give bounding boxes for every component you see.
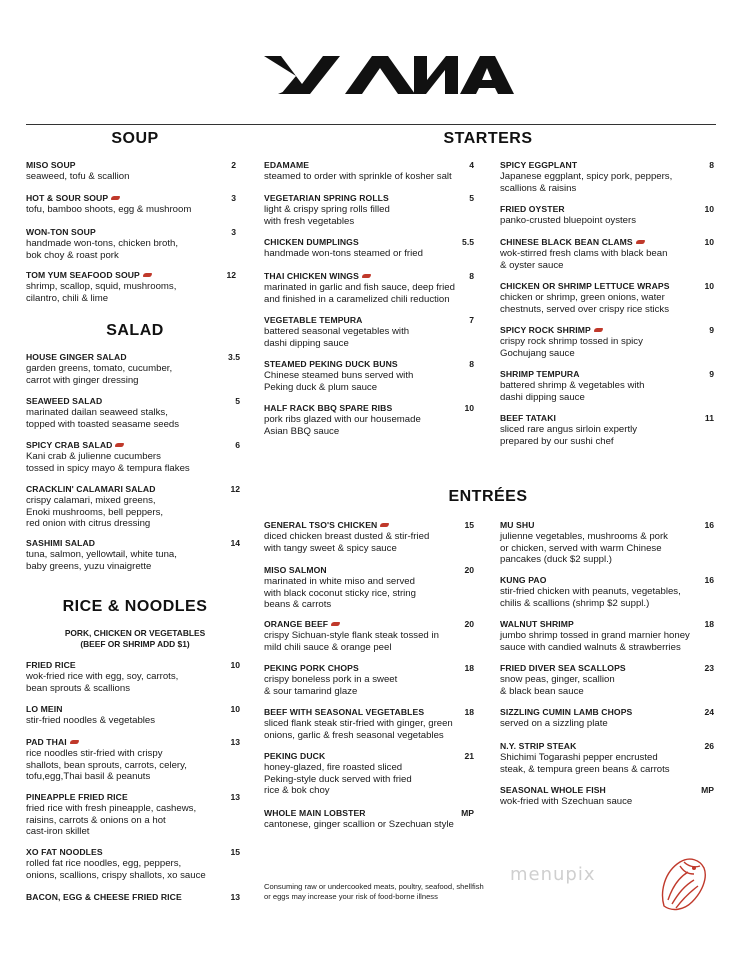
menu-item-name <box>26 270 236 281</box>
menu-item-n-y-strip-steak <box>500 741 714 775</box>
menu-item-name-text: EDAMAME <box>264 160 310 170</box>
menu-item-vegetarian-spring-rolls <box>264 193 474 227</box>
menu-item-description: sliced flank steak stir-fried with ginger, green <box>264 718 453 730</box>
menu-item-name-text: STEAMED PEKING DUCK BUNS <box>264 359 398 369</box>
menu-item-description: prepared by our sushi chef <box>500 435 614 447</box>
menu-item-price: 9 <box>709 325 714 335</box>
menu-item-spicy-rock-shrimp <box>500 325 714 359</box>
menu-item-name <box>26 484 240 495</box>
menu-item-name <box>500 160 714 171</box>
menu-item-name-text: PINEAPPLE FRIED RICE <box>26 792 128 802</box>
menu-item-name-text: LO MEIN <box>26 704 63 714</box>
menu-item-name-text: GENERAL TSO'S CHICKEN <box>264 520 378 530</box>
menu-item-description: Kani crab & julienne cucumbers <box>26 451 161 463</box>
menu-item-price: 7 <box>469 315 474 325</box>
menu-item-cracklin-calamari-salad <box>26 484 240 530</box>
menu-item-name <box>264 751 474 762</box>
menu-item-name-text: VEGETABLE TEMPURA <box>264 315 363 325</box>
menu-item-description: battered seasonal vegetables with <box>264 326 410 338</box>
menu-item-edamame <box>264 160 474 183</box>
chili-pepper-icon <box>111 196 120 200</box>
menu-item-price: 20 <box>464 619 474 629</box>
menu-item-description: with tangy sweet & spicy sauce <box>264 542 397 554</box>
menu-item-description: stir-fried chicken with peanuts, vegetables, <box>500 586 681 598</box>
menu-item-description: tofu, bamboo shoots, egg & mushroom <box>26 204 192 216</box>
menu-item-chinese-black-bean-clams <box>500 237 714 271</box>
menu-item-description: tofu,egg,Thai basil & peanuts <box>26 771 151 783</box>
menu-item-price: 14 <box>230 538 240 548</box>
menu-item-description: crispy rock shrimp tossed in spicy <box>500 336 643 348</box>
soup-heading: SOUP <box>111 130 159 147</box>
menu-item-thai-chicken-wings <box>264 271 474 305</box>
menu-item-description: wok-stirred fresh clams with black bean <box>500 248 668 260</box>
menu-item-description: wok-fried with Szechuan sauce <box>500 796 633 808</box>
menu-item-price: 13 <box>230 792 240 802</box>
menu-item-price: 18 <box>704 619 714 629</box>
rice-subtitle-line2: (BEEF OR SHRIMP ADD $1) <box>80 639 190 649</box>
menu-item-pineapple-fried-rice <box>26 792 240 838</box>
menu-item-fried-rice <box>26 660 240 694</box>
menu-item-name-text: PEKING PORK CHOPS <box>264 663 359 673</box>
menu-item-description: handmade won-tons, chicken broth, <box>26 238 178 250</box>
menu-item-price: 10 <box>704 204 714 214</box>
menu-item-description: steamed to order with sprinkle of kosher salt <box>264 171 452 183</box>
rice-subtitle-line1: PORK, CHICKEN OR VEGETABLES <box>64 628 206 638</box>
menu-item-name <box>264 237 474 248</box>
chili-pepper-icon <box>331 622 340 626</box>
top-divider <box>26 124 716 125</box>
menu-item-name-text: PEKING DUCK <box>264 751 326 761</box>
menu-item-price: 3 <box>231 227 236 237</box>
menu-item-name-text: VEGETARIAN SPRING ROLLS <box>264 193 389 203</box>
menu-item-fried-oyster <box>500 204 714 227</box>
menu-item-name <box>500 663 714 674</box>
menu-item-description: baby greens, yuzu vinaigrette <box>26 560 152 572</box>
menu-item-orange-beef <box>264 619 474 653</box>
menu-item-price: 5 <box>469 193 474 203</box>
menu-item-name-text: BACON, EGG & CHEESE FRIED RICE <box>26 892 182 902</box>
menu-item-name <box>500 575 714 586</box>
menu-item-price: 15 <box>230 847 240 857</box>
menu-item-name <box>500 413 714 424</box>
menu-item-xo-fat-noodles <box>26 847 240 881</box>
menu-item-description: cilantro, chili & lime <box>26 292 109 304</box>
menu-item-name-text: TOM YUM SEAFOOD SOUP <box>26 270 140 280</box>
menu-item-description: rice & bok choy <box>264 785 330 797</box>
menu-item-price: 2 <box>231 160 236 170</box>
menu-item-description: served on a sizzling plate <box>500 718 608 730</box>
menu-item-name <box>26 847 240 858</box>
notice-line1: Consuming raw or undercooked meats, poultry, seafood, shellfish <box>264 882 484 891</box>
menu-item-name <box>500 237 714 248</box>
menu-item-hot-sour-soup <box>26 193 236 216</box>
menu-item-price: 10 <box>464 403 474 413</box>
menu-item-description: Asian BBQ sauce <box>264 425 340 437</box>
menu-item-seasonal-whole-fish <box>500 785 714 808</box>
menu-item-mu-shu <box>500 520 714 566</box>
menu-item-house-ginger-salad <box>26 352 240 386</box>
menu-item-peking-pork-chops <box>264 663 474 697</box>
menu-item-price: MP <box>701 785 714 795</box>
menu-item-name <box>264 271 474 282</box>
menu-item-miso-salmon <box>264 565 474 611</box>
menu-item-name-text: HOUSE GINGER SALAD <box>26 352 127 362</box>
menu-item-description: Gochujang sauce <box>500 347 575 359</box>
menu-item-description: battered shrimp & vegetables with <box>500 380 645 392</box>
menu-item-name <box>26 440 240 451</box>
menu-item-price: 8 <box>709 160 714 170</box>
chili-pepper-icon <box>594 328 603 332</box>
menu-item-price: 18 <box>464 663 474 673</box>
chili-pepper-icon <box>70 740 79 744</box>
menu-item-name-text: FRIED DIVER SEA SCALLOPS <box>500 663 626 673</box>
menu-item-name-text: CHICKEN OR SHRIMP LETTUCE WRAPS <box>500 281 670 291</box>
menu-item-description: Japanese eggplant, spicy pork, peppers, <box>500 171 673 183</box>
menu-item-description: garden greens, tomato, cucumber, <box>26 363 173 375</box>
menu-item-name <box>26 704 240 715</box>
menu-item-price: 13 <box>230 892 240 902</box>
chili-pepper-icon <box>362 274 371 278</box>
menu-item-price: 10 <box>704 281 714 291</box>
menu-item-name <box>500 369 714 380</box>
menu-item-name-text: KUNG PAO <box>500 575 547 585</box>
menu-item-spicy-crab-salad <box>26 440 240 474</box>
menu-item-description: beans & carrots <box>264 599 332 611</box>
menu-item-price: 23 <box>704 663 714 673</box>
menu-item-description: light & crispy spring rolls filled <box>264 204 390 216</box>
menu-item-name-text: HOT & SOUR SOUP <box>26 193 109 203</box>
menu-item-description: onions, scallions, crispy shallots, xo sauce <box>26 869 206 881</box>
menu-item-name <box>500 325 714 336</box>
menu-item-name <box>26 396 240 407</box>
menu-item-description: dashi dipping sauce <box>500 391 585 403</box>
menu-item-description: honey-glazed, fire roasted sliced <box>264 762 403 774</box>
menu-item-name-text: ORANGE BEEF <box>264 619 329 629</box>
menu-item-chicken-dumplings <box>264 237 474 260</box>
menu-item-price: 16 <box>704 520 714 530</box>
menu-item-name <box>500 707 714 718</box>
menu-item-price: 20 <box>464 565 474 575</box>
menu-item-walnut-shrimp <box>500 619 714 653</box>
menu-item-general-tso-s-chicken <box>264 520 474 554</box>
menu-item-name-text: FRIED OYSTER <box>500 204 565 214</box>
menu-item-description: wok-fried rice with egg, soy, carrots, <box>26 671 179 683</box>
menu-item-description: marinated in white miso and served <box>264 576 415 588</box>
menu-item-name-text: SPICY EGGPLANT <box>500 160 578 170</box>
rice-heading: RICE & NOODLES <box>62 598 208 615</box>
koi-fish-icon <box>654 852 712 916</box>
menu-item-name <box>264 520 474 531</box>
menu-item-description: cast-iron skillet <box>26 826 90 838</box>
menu-item-peking-duck <box>264 751 474 797</box>
menu-item-name <box>264 160 474 171</box>
menu-item-shrimp-tempura <box>500 369 714 403</box>
menu-item-price: 5 <box>235 396 240 406</box>
menu-item-name <box>26 193 236 204</box>
menu-item-name-text: SHRIMP TEMPURA <box>500 369 580 379</box>
menu-item-pad-thai <box>26 737 240 783</box>
menu-item-name <box>26 892 240 903</box>
menu-item-name-text: CHICKEN DUMPLINGS <box>264 237 359 247</box>
salad-heading: SALAD <box>106 322 164 339</box>
menu-item-price: 12 <box>230 484 240 494</box>
menu-item-name <box>26 660 240 671</box>
menu-item-name-text: SPICY ROCK SHRIMP <box>500 325 591 335</box>
menu-item-won-ton-soup <box>26 227 236 261</box>
menu-item-name-text: THAI CHICKEN WINGS <box>264 271 359 281</box>
menu-item-description: Peking duck & plum sauce <box>264 381 378 393</box>
food-safety-notice <box>264 882 524 901</box>
menu-item-name <box>264 808 474 819</box>
menu-item-name-text: SEAWEED SALAD <box>26 396 103 406</box>
menu-item-description: shallots, bean sprouts, carrots, celery, <box>26 759 187 771</box>
menu-item-description: red onion with citrus dressing <box>26 518 151 530</box>
menu-item-name-text: SPICY CRAB SALAD <box>26 440 113 450</box>
menu-item-price: 18 <box>464 707 474 717</box>
menu-item-name-text: WON-TON SOUP <box>26 227 96 237</box>
menu-item-name-text: WALNUT SHRIMP <box>500 619 574 629</box>
menu-item-name-text: MU SHU <box>500 520 535 530</box>
menu-item-description: & oyster sauce <box>500 259 564 271</box>
menu-item-name <box>264 359 474 370</box>
menu-item-price: 12 <box>226 270 236 280</box>
menu-item-name <box>264 619 474 630</box>
menu-item-name-text: WHOLE MAIN LOBSTER <box>264 808 366 818</box>
starters-heading: STARTERS <box>443 130 533 147</box>
menu-item-description: onions, garlic & fresh seasonal vegetables <box>264 729 444 741</box>
menu-item-description: rice noodles stir-fried with crispy <box>26 748 163 760</box>
menu-item-price: 13 <box>230 737 240 747</box>
menu-item-description: pork ribs glazed with our housemade <box>264 414 421 426</box>
menu-item-price: 16 <box>704 575 714 585</box>
menu-item-sashimi-salad <box>26 538 240 572</box>
menu-item-description: raisins, carrots & onions on a hot <box>26 814 166 826</box>
menu-item-description: pancakes (duck $2 suppl.) <box>500 554 612 566</box>
menu-item-description: sauce with candied walnuts & strawberries <box>500 641 681 653</box>
menu-item-description: chicken or shrimp, green onions, water <box>500 292 665 304</box>
menu-item-description: sliced rare angus sirloin expertly <box>500 424 638 436</box>
menu-item-name <box>500 785 714 796</box>
menu-item-description: cantonese, ginger scallion or Szechuan style <box>264 819 454 831</box>
menu-item-price: 10 <box>230 704 240 714</box>
menu-item-description: marinated in garlic and fish sauce, deep fried <box>264 282 455 294</box>
chili-pepper-icon <box>143 273 152 277</box>
menu-item-description: and finished in a caramelized chili reduction <box>264 293 450 305</box>
menu-item-chicken-or-shrimp-lettuce-wraps <box>500 281 714 315</box>
menu-item-description: Shichimi Togarashi pepper encrusted <box>500 752 658 764</box>
menu-item-sizzling-cumin-lamb-chops <box>500 707 714 730</box>
menu-item-description: fried rice with fresh pineapple, cashews, <box>26 803 197 815</box>
menu-item-name <box>26 538 240 549</box>
menu-item-miso-soup <box>26 160 236 183</box>
chili-pepper-icon <box>636 240 645 244</box>
entrees-heading: ENTRÉES <box>448 488 528 505</box>
menu-item-vegetable-tempura <box>264 315 474 349</box>
menu-item-price: 3.5 <box>228 352 240 362</box>
menu-item-price: 8 <box>469 359 474 369</box>
menu-item-description: shrimp, scallop, squid, mushrooms, <box>26 281 177 293</box>
menu-item-name <box>500 204 714 215</box>
menu-item-price: 21 <box>464 751 474 761</box>
menu-item-price: 11 <box>704 413 714 423</box>
menu-item-price: 10 <box>230 660 240 670</box>
menu-item-description: mild chili sauce & orange peel <box>264 641 392 653</box>
rice-subtitle <box>26 628 244 650</box>
menu-item-description: bok choy & roast pork <box>26 249 119 261</box>
menu-item-name-text: PAD THAI <box>26 737 67 747</box>
menu-item-description: chestnuts, served over crispy rice sticks <box>500 303 670 315</box>
menu-item-description: with black coconut sticky rice, string <box>264 587 416 599</box>
menu-item-description: steak, & tempura green beans & carrots <box>500 763 670 775</box>
menu-item-description: chilis & scallions (shrimp $2 suppl.) <box>500 597 650 609</box>
menu-item-seaweed-salad <box>26 396 240 430</box>
menu-item-half-rack-bbq-spare-ribs <box>264 403 474 437</box>
menu-item-name-text: FRIED RICE <box>26 660 76 670</box>
menu-item-beef-with-seasonal-vegetables <box>264 707 474 741</box>
menu-item-description: seaweed, tofu & scallion <box>26 171 130 183</box>
menu-item-name <box>264 193 474 204</box>
menu-item-steamed-peking-duck-buns <box>264 359 474 393</box>
menu-item-price: 6 <box>235 440 240 450</box>
menu-item-name-text: SEASONAL WHOLE FISH <box>500 785 606 795</box>
menu-item-description: Chinese steamed buns served with <box>264 370 414 382</box>
menu-item-name <box>500 741 714 752</box>
menu-item-price: 5.5 <box>462 237 474 247</box>
menu-item-name-text: HALF RACK BBQ SPARE RIBS <box>264 403 393 413</box>
menu-item-description: & black bean sauce <box>500 685 584 697</box>
menu-item-description: stir-fried noodles & vegetables <box>26 715 156 727</box>
menu-item-price: 3 <box>231 193 236 203</box>
menu-item-description: tossed in spicy mayo & tempura flakes <box>26 462 190 474</box>
menu-item-name-text: BEEF TATAKI <box>500 413 556 423</box>
menu-item-fried-diver-sea-scallops <box>500 663 714 697</box>
menu-item-kung-pao <box>500 575 714 609</box>
menu-item-name <box>26 737 240 748</box>
menu-item-name <box>264 315 474 326</box>
menu-item-name <box>26 227 236 238</box>
menu-item-beef-tataki <box>500 413 714 447</box>
menu-item-name <box>264 707 474 718</box>
menu-item-price: 4 <box>469 160 474 170</box>
menu-item-description: tuna, salmon, yellowtail, white tuna, <box>26 549 177 561</box>
menu-item-name <box>264 663 474 674</box>
menu-item-description: snow peas, ginger, scallion <box>500 674 615 686</box>
menu-item-name-text: N.Y. STRIP STEAK <box>500 741 577 751</box>
menu-item-name-text: CRACKLIN' CALAMARI SALAD <box>26 484 156 494</box>
menu-item-price: 8 <box>469 271 474 281</box>
menu-item-name <box>26 160 236 171</box>
menu-item-description: carrot with ginger dressing <box>26 374 139 386</box>
menu-item-description: Enoki mushrooms, bell peppers, <box>26 506 164 518</box>
menu-item-description: with fresh vegetables <box>264 215 355 227</box>
menu-item-price: 10 <box>704 237 714 247</box>
menu-item-spicy-eggplant <box>500 160 714 194</box>
menu-item-name <box>500 281 714 292</box>
menu-item-name <box>26 352 240 363</box>
menu-item-name-text: SASHIMI SALAD <box>26 538 96 548</box>
menu-item-price: 9 <box>709 369 714 379</box>
menupix-watermark: menupix <box>510 864 596 885</box>
menu-item-name-text: BEEF WITH SEASONAL VEGETABLES <box>264 707 425 717</box>
menu-item-description: crispy calamari, mixed greens, <box>26 495 156 507</box>
menu-item-tom-yum-seafood-soup <box>26 270 236 304</box>
menu-item-whole-main-lobster <box>264 808 474 831</box>
menu-item-name-text: XO FAT NOODLES <box>26 847 103 857</box>
menu-item-price: 26 <box>704 741 714 751</box>
menu-item-description: Peking-style duck served with fried <box>264 773 412 785</box>
menu-item-description: dashi dipping sauce <box>264 337 349 349</box>
menu-item-name-text: MISO SALMON <box>264 565 327 575</box>
menu-item-lo-mein <box>26 704 240 727</box>
chili-pepper-icon <box>115 443 124 447</box>
menu-item-description: bean sprouts & scallions <box>26 682 130 694</box>
menu-item-price: MP <box>461 808 474 818</box>
menu-item-name <box>26 792 240 803</box>
menu-item-name <box>264 403 474 414</box>
menu-item-name <box>500 619 714 630</box>
chili-pepper-icon <box>380 523 389 527</box>
menu-item-name-text: CHINESE BLACK BEAN CLAMS <box>500 237 633 247</box>
menu-item-description: panko-crusted bluepoint oysters <box>500 215 636 227</box>
menu-item-description: handmade won-tons steamed or fried <box>264 248 423 260</box>
menu-item-description: jumbo shrimp tossed in grand marnier honey <box>500 630 690 642</box>
menu-item-description: scallions & raisins <box>500 182 577 194</box>
xina-logo <box>0 50 742 106</box>
menu-item-price: 24 <box>704 707 714 717</box>
menu-item-name <box>264 565 474 576</box>
menu-item-price: 15 <box>464 520 474 530</box>
menu-item-name-text: MISO SOUP <box>26 160 76 170</box>
menu-item-bacon-egg-cheese-fried-rice <box>26 892 240 903</box>
menu-item-description: & sour tamarind glaze <box>264 685 358 697</box>
menu-item-description: rolled fat rice noodles, egg, peppers, <box>26 858 182 870</box>
menu-item-name-text: SIZZLING CUMIN LAMB CHOPS <box>500 707 633 717</box>
menu-item-description: or chicken, served with warm Chinese <box>500 542 662 554</box>
menu-item-name <box>500 520 714 531</box>
menu-item-description: topped with toasted seasame seeds <box>26 418 180 430</box>
menu-item-description: julienne vegetables, mushrooms & pork <box>500 531 668 543</box>
menu-item-description: marinated dailan seaweed stalks, <box>26 407 168 419</box>
notice-line2: or eggs may increase your risk of food-borne illness <box>264 891 438 901</box>
menu-item-description: crispy boneless pork in a sweet <box>264 674 398 686</box>
menu-item-description: crispy Sichuan-style flank steak tossed in <box>264 630 439 642</box>
menu-item-description: diced chicken breast dusted & stir-fried <box>264 531 430 543</box>
